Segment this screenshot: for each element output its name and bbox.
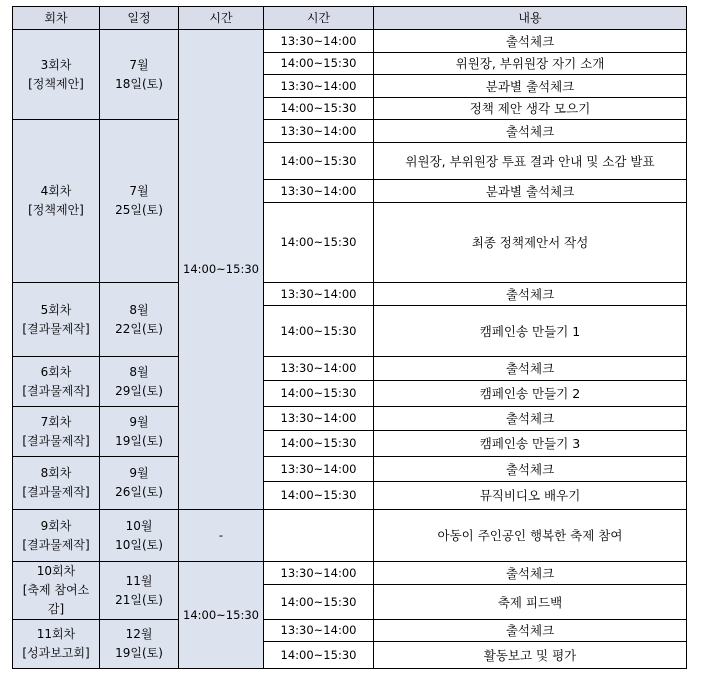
session-day: 29일(토) bbox=[115, 383, 163, 398]
time-cell: 14:00~15:30 bbox=[264, 431, 374, 457]
session-type: [결과물제작] bbox=[22, 433, 90, 448]
session-round: 9회차 bbox=[40, 518, 72, 533]
time-cell: 13:30~14:00 bbox=[264, 620, 374, 642]
session-round-cell bbox=[13, 620, 100, 669]
table-row bbox=[13, 283, 687, 306]
time-cell: 13:30~14:00 bbox=[264, 180, 374, 203]
session-round: 3회차 bbox=[40, 57, 72, 72]
session-round-cell bbox=[13, 510, 100, 562]
header-row bbox=[13, 7, 687, 30]
time-cell: 14:00~15:30 bbox=[264, 306, 374, 357]
content-cell: 축제 피드백 bbox=[374, 585, 687, 620]
time-cell: 13:30~14:00 bbox=[264, 120, 374, 143]
table-row bbox=[13, 510, 687, 562]
time-cell: 14:00~15:30 bbox=[264, 143, 374, 180]
content-cell: 캠페인송 만들기 3 bbox=[374, 431, 687, 457]
session-day: 22일(토) bbox=[115, 321, 163, 336]
session-day: 19일(토) bbox=[115, 433, 163, 448]
session-round-cell bbox=[13, 283, 100, 357]
content-cell: 출석체크 bbox=[374, 407, 687, 431]
table-row bbox=[13, 457, 687, 482]
session-type: [정책제안] bbox=[28, 203, 84, 217]
time-cell bbox=[264, 510, 374, 562]
session-date-cell bbox=[100, 357, 179, 407]
header-content: 내용 bbox=[374, 7, 687, 30]
session-round-cell bbox=[13, 120, 100, 283]
session-day: 26일(토) bbox=[115, 485, 163, 499]
content-cell: 출석체크 bbox=[374, 457, 687, 482]
time-cell: 13:30~14:00 bbox=[264, 562, 374, 585]
content-cell: 활동보고 및 평가 bbox=[374, 642, 687, 669]
content-cell: 캠페인송 만들기 2 bbox=[374, 381, 687, 407]
session-type: [결과물제작] bbox=[22, 321, 90, 336]
session-round: 5회차 bbox=[40, 302, 72, 317]
session-round-cell bbox=[13, 457, 100, 510]
time-cell: 13:30~14:00 bbox=[264, 357, 374, 381]
session-month: 7월 bbox=[129, 184, 149, 198]
time-cell: 13:30~14:00 bbox=[264, 407, 374, 431]
content-cell: 캠페인송 만들기 1 bbox=[374, 306, 687, 357]
content-cell: 아동이 주인공인 행복한 축제 참여 bbox=[374, 510, 687, 562]
table-row bbox=[13, 357, 687, 381]
content-cell: 분과별 출석체크 bbox=[374, 180, 687, 203]
session-month: 10월 bbox=[125, 518, 153, 533]
header-date: 일정 bbox=[100, 7, 179, 30]
session-type: [결과물제작] bbox=[22, 485, 90, 499]
table-row bbox=[13, 407, 687, 431]
session-month: 12월 bbox=[125, 627, 153, 641]
session-type: [축제 참여소감] bbox=[22, 583, 90, 616]
session-month: 7월 bbox=[129, 57, 149, 72]
time-cell: 13:30~14:00 bbox=[264, 457, 374, 482]
session-type: [결과물제작] bbox=[22, 383, 90, 398]
session-day: 21일(토) bbox=[115, 592, 163, 607]
session-round: 8회차 bbox=[40, 466, 72, 480]
table-row bbox=[13, 120, 687, 143]
content-cell: 출석체크 bbox=[374, 357, 687, 381]
table-row bbox=[13, 620, 687, 642]
session-date-cell bbox=[100, 407, 179, 457]
session-day: 10일(토) bbox=[115, 537, 163, 552]
session-round: 7회차 bbox=[40, 414, 72, 429]
session-month: 9월 bbox=[129, 466, 149, 480]
content-cell: 최종 정책제안서 작성 bbox=[374, 203, 687, 283]
time-cell: 14:00~15:30 bbox=[264, 642, 374, 669]
content-cell: 뮤직비디오 배우기 bbox=[374, 482, 687, 510]
time-cell: 13:30~14:00 bbox=[264, 283, 374, 306]
table-row bbox=[13, 30, 687, 53]
header-round: 회차 bbox=[13, 7, 100, 30]
content-cell: 위원장, 부위원장 자기 소개 bbox=[374, 53, 687, 75]
content-cell: 위원장, 부위원장 투표 결과 안내 및 소감 발표 bbox=[374, 143, 687, 180]
session-round: 6회차 bbox=[40, 364, 72, 379]
session-date-cell bbox=[100, 562, 179, 620]
content-cell: 출석체크 bbox=[374, 562, 687, 585]
time-cell: 13:30~14:00 bbox=[264, 30, 374, 53]
time-cell: 14:00~15:30 bbox=[264, 482, 374, 510]
time-cell: 14:00~15:30 bbox=[264, 53, 374, 75]
time-cell: 13:30~14:00 bbox=[264, 75, 374, 98]
session-round: 11회차 bbox=[36, 627, 76, 641]
content-cell: 출석체크 bbox=[374, 620, 687, 642]
content-cell: 출석체크 bbox=[374, 30, 687, 53]
session-round-cell bbox=[13, 357, 100, 407]
session-month: 9월 bbox=[129, 414, 149, 429]
content-cell: 정책 제안 생각 모으기 bbox=[374, 98, 687, 120]
session-round-cell bbox=[13, 30, 100, 120]
session-day: 25일(토) bbox=[115, 203, 163, 217]
time-block-cell: - bbox=[179, 510, 264, 562]
time-cell: 14:00~15:30 bbox=[264, 98, 374, 120]
session-month: 8월 bbox=[129, 364, 149, 379]
session-day: 18일(토) bbox=[115, 76, 163, 91]
schedule-table bbox=[12, 6, 687, 669]
session-type: [성과보고회] bbox=[22, 646, 90, 660]
time-cell: 14:00~15:30 bbox=[264, 585, 374, 620]
session-round: 4회차 bbox=[40, 184, 72, 198]
content-cell: 출석체크 bbox=[374, 283, 687, 306]
time-block-cell: 14:00~15:30 bbox=[179, 562, 264, 669]
time-block-cell: 14:00~15:30 bbox=[179, 30, 264, 510]
session-round-cell bbox=[13, 562, 100, 620]
time-cell: 14:00~15:30 bbox=[264, 203, 374, 283]
header-time: 시간 bbox=[264, 7, 374, 30]
session-date-cell bbox=[100, 620, 179, 669]
time-cell: 14:00~15:30 bbox=[264, 381, 374, 407]
session-round: 10회차 bbox=[36, 564, 76, 578]
session-day: 19일(토) bbox=[115, 646, 163, 660]
session-type: [정책제안] bbox=[28, 76, 84, 91]
session-month: 11월 bbox=[125, 573, 153, 588]
session-round-cell bbox=[13, 407, 100, 457]
session-type: [결과물제작] bbox=[22, 537, 90, 552]
session-date-cell bbox=[100, 120, 179, 283]
table-row bbox=[13, 562, 687, 585]
session-month: 8월 bbox=[129, 302, 149, 317]
session-date-cell bbox=[100, 283, 179, 357]
header-time-block: 시간 bbox=[179, 7, 264, 30]
session-date-cell bbox=[100, 30, 179, 120]
content-cell: 출석체크 bbox=[374, 120, 687, 143]
content-cell: 분과별 출석체크 bbox=[374, 75, 687, 98]
session-date-cell bbox=[100, 510, 179, 562]
session-date-cell bbox=[100, 457, 179, 510]
